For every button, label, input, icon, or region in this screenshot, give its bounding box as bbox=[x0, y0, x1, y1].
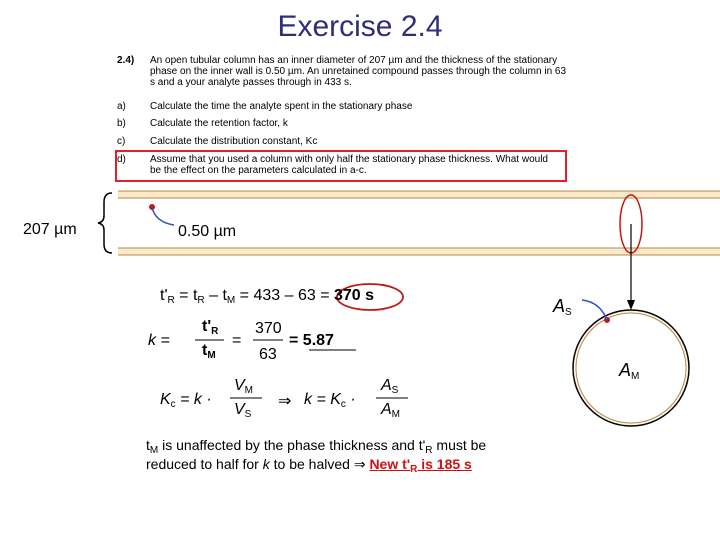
k-numerator-value: 370 bbox=[255, 320, 282, 337]
kc-denominator: $V_S$ bbox=[234, 401, 252, 420]
item-letter-b: b) bbox=[117, 118, 126, 129]
as-label: $A_S$ bbox=[553, 296, 572, 318]
kc-lhs: $K_c = k$ · bbox=[160, 391, 212, 410]
k-rhs: $k = K_c$ · bbox=[304, 391, 356, 410]
k-result: = 5.87 bbox=[289, 332, 334, 349]
item-letter-c: c) bbox=[117, 136, 126, 147]
am-label: $A_M$ bbox=[619, 360, 640, 382]
item-text-a: Calculate the time the analyte spent in the stationary phase bbox=[150, 101, 413, 112]
thickness-label: 0.50 µm bbox=[178, 223, 237, 240]
thickness-pointer bbox=[152, 207, 174, 225]
k-numerator: $t'_R$ bbox=[202, 318, 219, 337]
conclusion-line-2: reduced to half for k to be halved ⇒ New $t'_R$ is 185 s bbox=[146, 456, 472, 475]
exercise-number: 2.4) bbox=[117, 55, 135, 66]
page-title: Exercise 2.4 bbox=[277, 10, 443, 43]
tube-wall-bottom bbox=[118, 248, 720, 255]
item-text-c: Calculate the distribution constant, Kc bbox=[150, 136, 318, 147]
item-letter-a: a) bbox=[117, 101, 126, 112]
diameter-label: 207 µm bbox=[23, 221, 77, 238]
implies-arrow: ⇒ bbox=[278, 393, 292, 410]
equation-tr-prime: $t'_R = t_R - t_M = 433 - 63 = 370$ s bbox=[160, 287, 375, 306]
conclusion-result: New $t'_R$ is 185 s bbox=[369, 456, 472, 475]
item-text-d: Assume that you used a column with only half the stationary phase thickness. What would be the effect on the parameters calculated in a-c. bbox=[150, 154, 548, 176]
k-lhs: k = bbox=[148, 332, 170, 349]
diameter-brace bbox=[98, 193, 112, 253]
exercise-intro: An open tubular column has an inner diameter of 207 µm and the thickness of the stationary phase on the inner wall is 0.50 µm. An unretained compound passes through the column in 63 s and a your analyte passes through in 433 s. bbox=[150, 55, 567, 88]
k-denominator-area: $A_M$ bbox=[381, 401, 401, 420]
k-denominator-value: 63 bbox=[259, 346, 277, 363]
item-letter-d: d) bbox=[117, 154, 126, 165]
k-equals: = bbox=[232, 332, 242, 349]
item-text-b: Calculate the retention factor, k bbox=[150, 118, 288, 129]
conclusion-line-1: $t_M$ is unaffected by the phase thickness and $t'_R$ must be bbox=[146, 437, 487, 456]
k-denominator: $t_M$ bbox=[202, 342, 216, 361]
kc-numerator: $V_M$ bbox=[234, 377, 254, 396]
k-numerator-area: $A_S$ bbox=[381, 377, 399, 396]
